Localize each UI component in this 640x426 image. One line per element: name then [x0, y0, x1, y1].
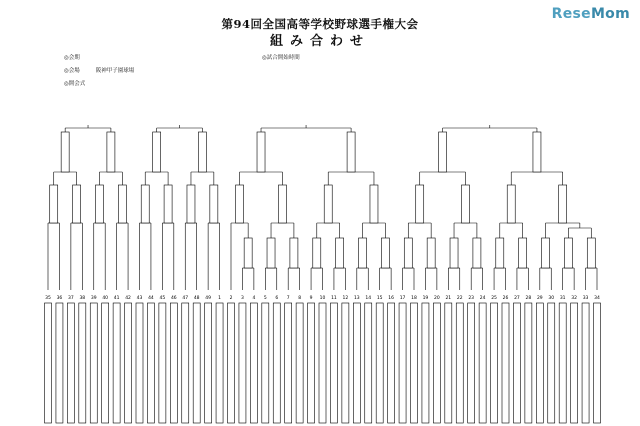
school-slot: [205, 303, 212, 423]
info-venue-label: ◎会場: [64, 68, 80, 74]
school-slot: [308, 303, 315, 423]
schedule-label: ◎試合開始時間: [262, 55, 300, 61]
page-title: 第94回全国高等学校野球選手権大会: [221, 17, 419, 31]
position-number: 19: [422, 296, 429, 301]
school-slot: [479, 303, 486, 423]
position-number: 8: [298, 296, 302, 301]
first-round-game: [564, 238, 572, 268]
position-number: 31: [559, 296, 566, 301]
school-slot: [388, 303, 395, 423]
second-round-game: [370, 185, 378, 223]
school-slot: [250, 303, 257, 423]
school-slot: [216, 303, 223, 423]
school-slot: [56, 303, 63, 423]
first-round-game: [290, 238, 298, 268]
school-slot: [136, 303, 143, 423]
third-round-game: [107, 132, 115, 172]
third-round-game: [533, 132, 541, 172]
position-number: 11: [331, 296, 337, 301]
position-number: 27: [514, 296, 520, 301]
school-slot: [330, 303, 337, 423]
school-slot: [113, 303, 120, 423]
school-slot: [262, 303, 269, 423]
info-opening-label: ◎開会式: [64, 81, 86, 87]
second-round-game: [324, 185, 332, 223]
second-round-game: [210, 185, 218, 223]
position-number: 46: [170, 296, 177, 301]
second-round-game: [507, 185, 515, 223]
position-number: 42: [125, 296, 131, 301]
second-round-game: [118, 185, 126, 223]
second-round-game: [50, 185, 58, 223]
position-number: 26: [502, 296, 509, 301]
second-round-game: [141, 185, 149, 223]
position-number: 21: [445, 296, 452, 301]
school-slot: [548, 303, 555, 423]
school-slot: [79, 303, 86, 423]
school-slot: [353, 303, 360, 423]
first-round-game: [244, 238, 252, 268]
second-round-game: [416, 185, 424, 223]
second-round-game: [164, 185, 172, 223]
position-number: 48: [193, 296, 200, 301]
school-slot: [525, 303, 532, 423]
second-round-game: [559, 185, 567, 223]
second-round-game: [236, 185, 244, 223]
position-number: 47: [182, 296, 189, 301]
position-number: 32: [571, 296, 577, 301]
third-round-game: [61, 132, 69, 172]
first-round-game: [473, 238, 481, 268]
school-slot: [502, 303, 509, 423]
school-slot: [102, 303, 109, 423]
school-slot: [491, 303, 498, 423]
first-round-game: [313, 238, 321, 268]
position-number: 28: [525, 296, 532, 301]
school-slot: [399, 303, 406, 423]
position-number: 45: [159, 296, 166, 301]
position-number: 6: [275, 296, 279, 301]
logo-suffix: Mom: [590, 6, 630, 22]
school-slot: [193, 303, 200, 423]
school-slot: [571, 303, 578, 423]
school-slot: [45, 303, 52, 423]
first-round-game: [496, 238, 504, 268]
school-slot: [228, 303, 235, 423]
school-slot: [285, 303, 292, 423]
second-round-game: [461, 185, 469, 223]
position-number: 18: [411, 296, 417, 301]
school-slot: [582, 303, 589, 423]
logo-prefix: Rese: [551, 6, 591, 22]
third-round-game: [198, 132, 206, 172]
position-number: 40: [102, 296, 109, 301]
position-number: 39: [90, 296, 97, 301]
school-slot: [67, 303, 74, 423]
second-round-game: [278, 185, 286, 223]
second-round-game: [95, 185, 103, 223]
position-number: 24: [479, 296, 486, 301]
school-slot: [159, 303, 166, 423]
school-slot: [513, 303, 520, 423]
school-slot: [456, 303, 463, 423]
school-slot: [319, 303, 326, 423]
position-number: 10: [319, 296, 326, 301]
position-number: 12: [342, 296, 349, 301]
position-number: 25: [491, 296, 497, 301]
position-number: 15: [376, 296, 383, 301]
position-number: 3: [241, 296, 244, 301]
position-number: 34: [594, 296, 600, 301]
position-number: 43: [136, 296, 143, 301]
first-round-game: [359, 238, 367, 268]
school-slot: [125, 303, 132, 423]
position-number: 38: [79, 296, 86, 301]
third-round-game: [153, 132, 161, 172]
first-round-game: [542, 238, 550, 268]
first-round-game: [450, 238, 458, 268]
school-slot: [468, 303, 475, 423]
school-slot: [182, 303, 189, 423]
position-number: 49: [205, 296, 211, 301]
school-slot: [594, 303, 601, 423]
third-round-game: [439, 132, 447, 172]
info-venue-value: 阪神甲子園球場: [95, 68, 135, 74]
position-number: 16: [388, 296, 394, 301]
first-round-game: [587, 238, 595, 268]
third-round-game: [347, 132, 355, 172]
position-number: 37: [68, 296, 74, 301]
position-number: 2: [229, 296, 233, 301]
position-number: 35: [45, 296, 51, 301]
position-number: 1: [218, 296, 221, 301]
first-round-game: [336, 238, 344, 268]
first-round-game: [427, 238, 435, 268]
position-number: 13: [353, 296, 360, 301]
school-slot: [365, 303, 372, 423]
first-round-game: [404, 238, 412, 268]
school-slot: [445, 303, 452, 423]
position-number: 9: [309, 296, 313, 301]
school-slot: [90, 303, 97, 423]
position-number: 44: [148, 296, 154, 301]
school-slot: [536, 303, 543, 423]
position-number: 4: [252, 296, 256, 301]
position-number: 7: [286, 296, 290, 301]
position-number: 14: [365, 296, 372, 301]
position-number: 20: [434, 296, 440, 301]
info-session-label: ◎会期: [64, 55, 80, 61]
school-slot: [559, 303, 566, 423]
school-slot: [147, 303, 154, 423]
position-number: 33: [582, 296, 589, 301]
position-number: 23: [468, 296, 475, 301]
first-round-game: [381, 238, 389, 268]
page-subtitle: 組み合わせ: [269, 34, 370, 49]
school-slot: [422, 303, 429, 423]
position-number: 17: [399, 296, 406, 301]
first-round-game: [519, 238, 527, 268]
school-slot: [239, 303, 246, 423]
position-number: 41: [113, 296, 120, 301]
school-slot: [296, 303, 303, 423]
position-number: 30: [548, 296, 555, 301]
position-number: 36: [56, 296, 63, 301]
second-round-game: [73, 185, 81, 223]
position-number: 5: [263, 296, 267, 301]
second-round-game: [187, 185, 195, 223]
school-slot: [433, 303, 440, 423]
third-round-game: [257, 132, 265, 172]
school-slot: [342, 303, 349, 423]
first-round-game: [267, 238, 275, 268]
position-number: 22: [456, 296, 463, 301]
school-slot: [170, 303, 177, 423]
school-slot: [376, 303, 383, 423]
school-slot: [411, 303, 418, 423]
position-number: 29: [536, 296, 543, 301]
school-slot: [273, 303, 280, 423]
